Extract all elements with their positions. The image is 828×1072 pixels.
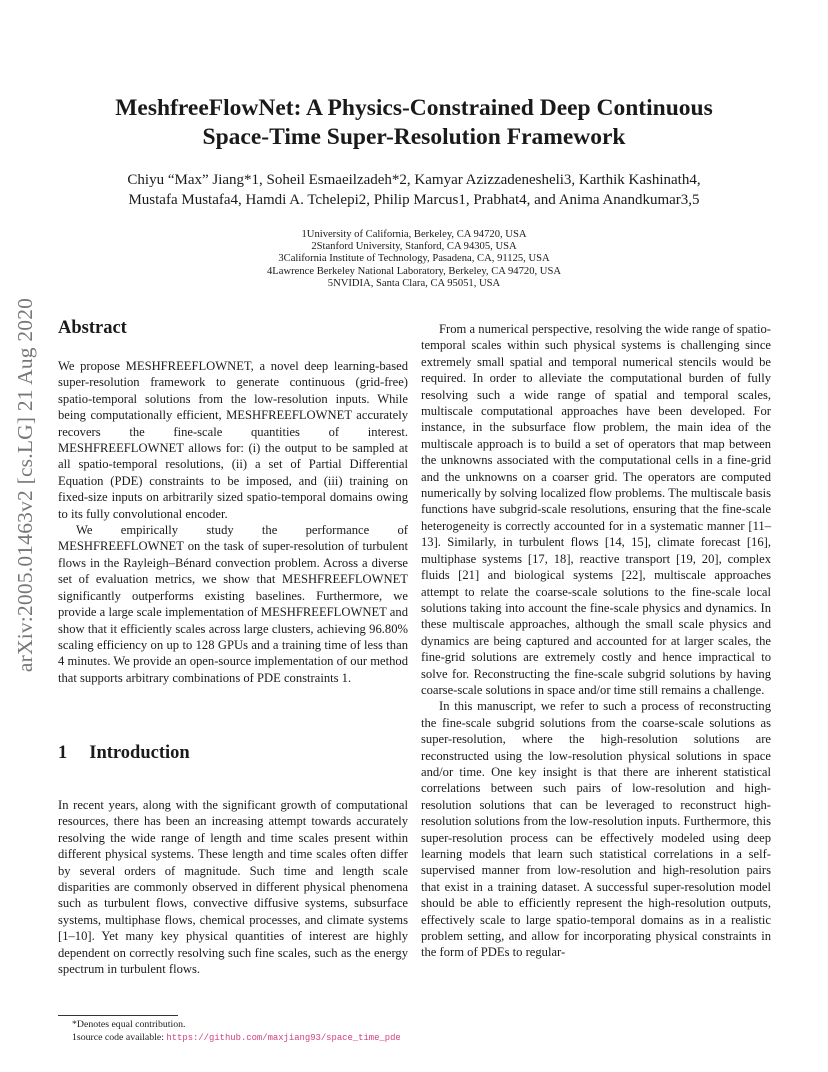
right-paragraph-1: From a numerical perspective, resolving the wide range of spatio-temporal scales within such physical systems is challenging since extremely small spatial and temporal numerical stencils would be required. In order to alleviate the computational burden of fully resolving such a wide range of spatial and temporal scales, multiscale computational approaches have been developed. For instance, in the subsurface flow problem, the main idea of the multiscale approach is to build a set of operators that map between the unknowns associated with the computational cells in a fine-grid and the unknowns on a coarser grid. The operators are computed numerically by solving localized flow problems. The multiscale basis functions have subgrid-scale resolutions, ensuring that the fine-scale heterogeneity is correctly accounted for in a systematic manner [11–13]. Similarly, in turbulent flows [14, 15], climate forecast [16], multiphase systems [17, 18], reactive transport [19, 20], complex fluids [21] and biological systems [22], multiscale approaches attempt to relate the coarse-scale solutions to the fine-scale local solutions taking into account the fine-scale physics and dynamics. In these multiscale approaches, although the small scale physics and dynamics are being captured and accounted for at larger scales, the fine-grid solutions are extremely costly and hence impractical to solve for. Reconstructing the fine-scale subgrid solutions by having coarse-scale solutions in space and/or time still remains a challenge.	[421, 322, 771, 697]
source-code-link[interactable]: https://github.com/maxjiang93/space_time_pde	[166, 1033, 401, 1043]
arxiv-identifier-stamp: arXiv:2005.01463v2 [cs.LG] 21 Aug 2020	[13, 297, 37, 673]
footnote-rule	[58, 1015, 178, 1016]
authors-line-2: Mustafa Mustafa4, Hamdi A. Tchelepi2, Philip Marcus1, Prabhat4, and Anima Anandkumar3,5	[128, 192, 700, 208]
affiliation-5: 5NVIDIA, Santa Clara, CA 95051, USA	[327, 277, 501, 289]
authors-line-1: Chiyu “Max” Jiang*1, Soheil Esmaeilzadeh*2, Kamyar Azizzadenesheli3, Karthik Kashinath4,	[127, 172, 701, 188]
abstract-paragraph-2: We empirically study the performance of MESHFREEFLOWNET on the task of super-resolution of turbulent flows in the Rayleigh–Bénard convection problem. Across a diverse set of evaluation metrics, we show that MESHFREEFLOWNET significantly outperforms existing baselines. Furthermore, we provide a large scale implementation of MESHFREEFLOWNET and show that it efficiently scales across large clusters, achieving 96.80% scaling efficiency on up to 128 GPUs and a training time of less than 4 minutes. We provide an open-source implementation of our method that supports arbitrary combinations of PDE constraints 1.	[58, 523, 408, 685]
footnote-equal-contribution: *Denotes equal contribution.	[72, 1019, 186, 1030]
affiliation-list	[0, 229, 828, 290]
title-line-1: MeshfreeFlowNet: A Physics-Constrained Deep Continuous	[115, 95, 713, 121]
section-heading-introduction	[58, 743, 190, 764]
affiliation-3: 3California Institute of Technology, Pasadena, CA, 91125, USA	[278, 253, 550, 265]
abstract-body	[58, 358, 408, 686]
right-column-body	[421, 321, 771, 961]
paper-title	[0, 94, 828, 152]
title-line-2: Space-Time Super-Resolution Framework	[202, 124, 626, 150]
right-paragraph-2: In this manuscript, we refer to such a process of reconstructing the fine-scale subgrid solutions from the coarse-scale solutions as super-resolution, where the high-resolution solutions are reconstructed using the low-resolution physical solutions in space and/or time. One key insight is that there are inherent statistical correlations between such pairs of low-resolution and high-resolution solutions that can be leveraged to reconstruct high-resolution solutions from the low-resolution inputs. Furthermore, this super-resolution process can be effectively modeled using deep learning models that learn such statistical correlations in a self-supervised manner from low-resolution and high-resolution pairs that exist in a training dataset. A successful super-resolution model should be able to efficiently represent the high-resolution outputs, effectively scale to large spatio-temporal domains as in a realistic problem setting, and allow for incorporating physical constraints in the form of PDEs to regular-	[421, 699, 771, 960]
abstract-paragraph-1: We propose MESHFREEFLOWNET, a novel deep learning-based super-resolution framework to generate continuous (grid-free) spatio-temporal solutions from the low-resolution inputs. While being computationally efficient, MESHFREEFLOWNET accurately recovers the fine-scale quantities of interest. MESHFREEFLOWNET allows for: (i) the output to be sampled at all spatio-temporal resolutions, (ii) a set of Partial Differential Equation (PDE) constraints to be imposed, and (iii) training on fixed-size inputs on arbitrarily sized spatio-temporal domains owing to its fully convolutional encoder.	[58, 359, 408, 521]
section-number: 1	[58, 743, 68, 763]
intro-paragraph-1: In recent years, along with the significant growth of computational resources, there has been an increasing attempt towards accurately resolving the wide range of length and time scales present within different physical systems. These length and time scales often differ by several orders of magnitude. Such time and length scale disparities are commonly observed in different physical phenomena such as turbulent flows, convective diffusive systems, subsurface systems, multiphase flows, chemical processes, and climate systems [1–10]. Yet many key physical quantities of interest are highly dependent on correctly resolving such fine scales, such as the energy spectrum in turbulent flows.	[58, 798, 408, 977]
abstract-heading: Abstract	[58, 318, 127, 338]
footnote-source-label: 1source code available:	[72, 1032, 164, 1043]
affiliation-4: 4Lawrence Berkeley National Laboratory, Berkeley, CA 94720, USA	[267, 265, 561, 277]
introduction-body	[58, 797, 408, 977]
affiliation-2: 2Stanford University, Stanford, CA 94305, USA	[311, 241, 517, 253]
author-list	[60, 170, 768, 210]
footnote-source-code	[72, 1032, 401, 1044]
affiliation-1: 1University of California, Berkeley, CA 94720, USA	[301, 229, 527, 240]
section-title: Introduction	[89, 743, 190, 763]
